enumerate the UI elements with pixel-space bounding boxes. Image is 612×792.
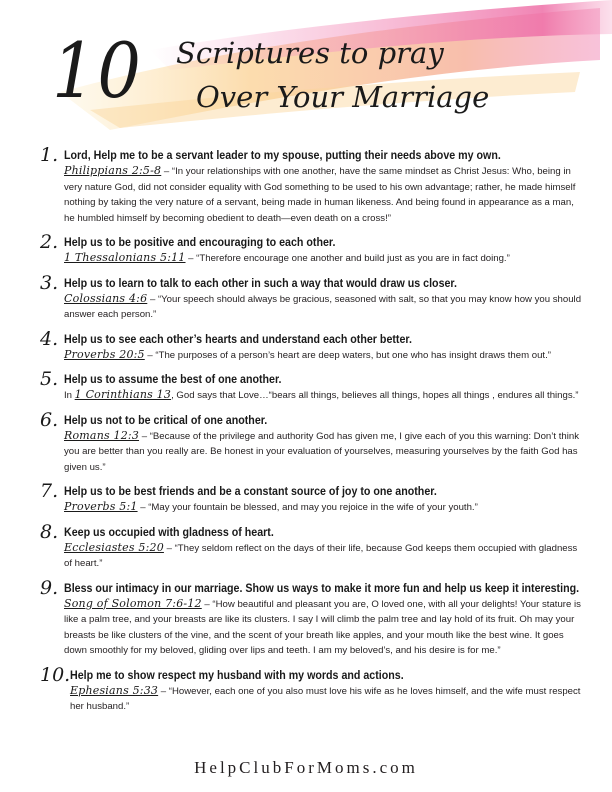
list-item	[40, 480, 585, 516]
item-number: 5.	[40, 368, 59, 390]
scripture-text	[64, 163, 585, 226]
verse-quote: – “They seldom reflect on the days of their life, because God keeps them occupied with gladness of heart.”	[64, 542, 578, 569]
scripture-reference: Song of Solomon 7:6-12	[64, 596, 202, 610]
item-number: 4.	[40, 327, 59, 350]
verse-quote: – “Because of the privilege and authority God has given me, I give each of you this warning: Don’t think you are better than you really are. Be honest in your evaluation of yourselves, measuring yourselves by the faith God has given us.”	[64, 430, 579, 473]
list-item	[40, 368, 585, 404]
item-number: 7.	[40, 480, 59, 502]
item-number: 2.	[40, 231, 59, 253]
title-line-2: Over Your Marriage	[196, 80, 490, 114]
scripture-reference: Romans 12:3	[64, 428, 140, 442]
scripture-text	[64, 250, 585, 267]
scripture-text	[64, 428, 585, 476]
verse-quote: – “The purposes of a person’s heart are deep waters, but one who has insight draws them out.”	[144, 349, 551, 361]
item-number: 10.	[40, 663, 71, 686]
scripture-text	[64, 596, 585, 659]
prayer-heading: Help us to be positive and encouraging to each other.	[64, 236, 336, 249]
scripture-reference: Philippians 2:5-8	[64, 164, 162, 177]
scripture-text	[64, 291, 585, 323]
scripture-reference: Proverbs 20:5	[64, 347, 145, 361]
scripture-list	[40, 144, 585, 724]
list-item	[40, 327, 585, 364]
prayer-heading: Help us not to be critical of one another.	[64, 413, 268, 427]
header	[0, 0, 612, 140]
item-number: 3.	[40, 271, 59, 294]
prayer-heading: Help me to show respect my husband with my words and actions.	[70, 668, 404, 682]
list-item	[40, 408, 585, 476]
scripture-text	[64, 347, 585, 364]
scripture-reference: Ephesians 5:33	[70, 683, 159, 697]
scripture-reference: Proverbs 5:1	[64, 500, 138, 513]
list-item	[40, 231, 585, 267]
prayer-heading: Help us to learn to talk to each other in such a way that would draw us closer.	[64, 276, 457, 290]
verse-quote: – “May your fountain be blessed, and may you rejoice in the wife of your youth.”	[137, 502, 478, 513]
list-item	[40, 576, 585, 659]
scripture-text	[64, 540, 585, 572]
scripture-reference: Colossians 4:6	[64, 291, 148, 305]
prayer-heading: Keep us occupied with gladness of heart.	[64, 525, 274, 539]
list-item	[40, 271, 585, 323]
prayer-heading: Help us to be best friends and be a constant source of joy to one another.	[64, 485, 437, 498]
item-number: 6.	[40, 408, 59, 431]
item-number: 9.	[40, 576, 59, 599]
prayer-heading: Lord, Help me to be a servant leader to my spouse, putting their needs above my own.	[64, 149, 501, 162]
footer-website: HelpClubForMoms.com	[194, 758, 418, 777]
big-number-ten: 10	[52, 26, 143, 115]
verse-quote: – “Therefore encourage one another and build just as you are in fact doing.”	[185, 253, 510, 264]
verse-quote: – “Your speech should always be gracious, seasoned with salt, so that you may know how you should answer each person.”	[64, 293, 582, 320]
scripture-reference: Ecclesiastes 5:20	[64, 540, 164, 554]
scripture-text: In 1 Corinthians 13, God says that Love…“bears all things, believes all things, hopes all things , endures all things.”	[64, 388, 579, 401]
item-number: 8.	[40, 520, 59, 543]
prayer-heading: Help us to see each other’s hearts and understand each other better.	[64, 332, 412, 346]
prayer-heading: Help us to assume the best of one another.	[64, 373, 282, 386]
prayer-heading: Bless our intimacy in our marriage. Show us ways to make it more fun and help us keep it interesting.	[64, 581, 580, 595]
scripture-reference: 1 Thessalonians 5:11	[64, 251, 186, 264]
verse-quote: – “However, each one of you also must love his wife as he loves himself, and the wife must respect her husband.”	[70, 685, 581, 712]
verse-quote: – “In your relationships with one another, have the same mindset as Christ Jesus: Who, being in very nature God, did not consider equality with God something to be used to his own advantage; rather, he made himself nothing by taking the very nature of a servant, being made in human likeness. And being found in appearance as a man, he humbled himself by becoming obedient to death—even death on a cross!”	[64, 166, 576, 224]
title-line-1: Scriptures to pray	[176, 36, 444, 70]
list-item	[40, 520, 585, 572]
item-number: 1.	[40, 144, 59, 166]
verse-quote: – “How beautiful and pleasant you are, O loved one, with all your delights! Your stature is like a palm tree, and your breasts are like its clusters. I say I will climb the palm tree and lay hold of its fruit. Oh may your breasts be like clusters of the vine, and the scent of your breath like apples, and your mouth like the best wine. It goes down smoothly for my beloved, gliding over lips and teeth. I am my beloved’s, and his desire is for me.”	[64, 598, 581, 656]
verse-quote: , God says that Love…“bears all things, believes all things, hopes all things , endures all things.”	[171, 390, 579, 401]
scripture-text	[64, 499, 585, 516]
list-item	[40, 144, 585, 226]
scripture-text	[70, 683, 585, 715]
scripture-reference: 1 Corinthians 13	[74, 388, 172, 401]
list-item	[40, 663, 585, 715]
